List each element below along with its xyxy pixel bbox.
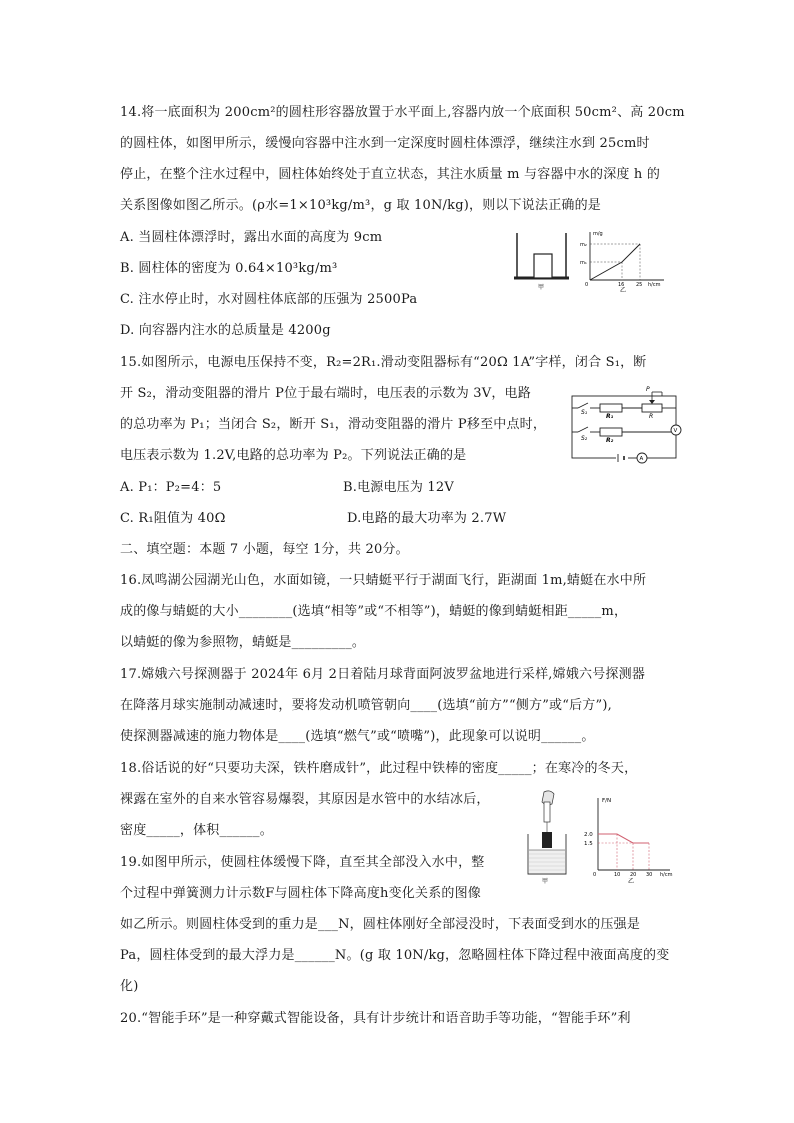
q14-line-2: 的圆柱体，如图甲所示，缓慢向容器中注水到一定深度时圆柱体漂浮，继续注水到 25cm时 xyxy=(120,136,650,151)
q14-option-a: A. 当圆柱体漂浮时，露出水面的高度为 9cm xyxy=(120,230,383,245)
q15-option-d: D.电路的最大功率为 2.7W xyxy=(347,511,507,526)
q15-label-S1: S₁ xyxy=(581,409,588,416)
q19-label-jia: 甲 xyxy=(542,878,549,885)
q14-origin-label: 0 xyxy=(585,282,589,288)
q19-x-tick-20: 20 xyxy=(630,872,637,878)
q17-line-3: 使探测器减速的施力物体是____(选填“燃气”或“喷嘴”)，此现象可以说明______。 xyxy=(120,729,595,744)
q18-line-2: 裸露在室外的自来水管容易爆裂，其原因是水管中的水结冰后， xyxy=(120,792,490,807)
q17-line-1: 17.嫦娥六号探测器于 2024年 6月 2日着陆月球背面阿波罗盆地进行采样,嫦娥六号探测器 xyxy=(120,667,646,682)
q19-x-axis-label: h/cm xyxy=(660,872,673,878)
q14-x-axis-label: h/cm xyxy=(648,282,661,288)
q15-option-c: C. R₁阻值为 40Ω xyxy=(120,511,226,526)
q15-ammeter-label: A xyxy=(639,456,644,462)
q15-label-R2: R₂ xyxy=(606,437,614,444)
q19-y-tick-2: 2.0 xyxy=(584,832,593,838)
q19-line-2: 个过程中弹簧测力计示数F与圆柱体下降高度h变化关系的图像 xyxy=(120,886,481,901)
q15-line-4: 电压表示数为 1.2V,电路的总功率为 P₂。下列说法正确的是 xyxy=(120,448,467,463)
q14-y-axis-label: m/g xyxy=(593,231,603,237)
q15-label-P: P xyxy=(646,386,650,393)
q19-line-3: 如乙所示。则圆柱体受到的重力是___N，圆柱体刚好全部浸没时，下表面受到水的压强是 xyxy=(120,917,641,932)
q15-label-R: R xyxy=(649,413,654,420)
q14-label-yi: 乙 xyxy=(620,287,627,294)
q14-figure-svg xyxy=(512,228,672,292)
q15-circuit-figure xyxy=(566,384,684,466)
q14-option-b: B. 圆柱体的密度为 0.64×10³kg/m³ xyxy=(120,261,338,276)
q15-line-3: 的总功率为 P₁；当闭合 S₂，断开 S₁，滑动变阻器的滑片 P移至中点时， xyxy=(120,417,547,432)
q15-circuit-svg xyxy=(566,384,684,466)
q16-line-1: 16.凤鸣湖公园湖光山色，水面如镜，一只蜻蜓平行于湖面飞行，距湖面 1m,蜻蜓在水中所 xyxy=(120,573,647,588)
section-fill-in-title: 二、填空题：本题 7 小题，每空 1分，共 20分。 xyxy=(120,542,409,557)
q19-y-tick-1-5: 1.5 xyxy=(584,841,593,847)
q14-tick-25: 25 xyxy=(636,282,643,288)
q15-voltmeter-label: V xyxy=(673,428,678,434)
q19-figure-svg xyxy=(520,788,680,885)
q16-line-3: 以蜻蜓的像为参照物，蜻蜓是_________。 xyxy=(120,635,366,650)
q19-line-4: Pa，圆柱体受到的最大浮力是______N。(g 取 10N/kg，忽略圆柱体下降过程中液面高度的变 xyxy=(120,948,670,963)
q14-option-d: D. 向容器内注水的总质量是 4200g xyxy=(120,323,331,338)
q20-line-1: 20.“智能手环”是一种穿戴式智能设备，具有计步统计和语音助手等功能，“智能手环”利 xyxy=(120,1011,631,1026)
q19-y-axis-label: F/N xyxy=(602,798,612,804)
q14-m2-label: m₂ xyxy=(580,242,587,248)
q19-origin-label: 0 xyxy=(593,872,597,878)
q18-line-1: 18.俗话说的好“只要功夫深，铁杵磨成针”，此过程中铁棒的密度_____；在寒冷的冬天， xyxy=(120,761,638,776)
q15-label-S2: S₂ xyxy=(581,435,588,442)
q19-label-yi: 乙 xyxy=(628,878,635,885)
q19-x-tick-10: 10 xyxy=(614,872,621,878)
q14-m1-label: m₁ xyxy=(580,260,587,266)
q17-line-2: 在降落月球实施制动减速时，要将发动机喷管朝向____(选填“前方”“侧方”或“后方”), xyxy=(120,698,612,713)
q15-line-2: 开 S₂，滑动变阻器的滑片 P位于最右端时，电压表的示数为 3V，电路 xyxy=(120,386,531,401)
q14-option-c: C. 注水停止时，水对圆柱体底部的压强为 2500Pa xyxy=(120,292,418,307)
q14-label-jia: 甲 xyxy=(538,284,545,291)
q19-line-1: 19.如图甲所示，使圆柱体缓慢下降，直至其全部没入水中，整 xyxy=(120,855,485,870)
q14-line-4: 关系图像如图乙所示。(ρ水=1×10³kg/m³，g 取 10N/kg)，则以下说法正确的是 xyxy=(120,198,601,213)
q15-label-R1: R₁ xyxy=(606,413,614,420)
q19-x-tick-30: 30 xyxy=(646,872,653,878)
q18-line-3: 密度_____，体积______。 xyxy=(120,823,273,838)
q15-option-b: B.电源电压为 12V xyxy=(343,480,454,495)
q15-line-1: 15.如图所示，电源电压保持不变，R₂=2R₁.滑动变阻器标有“20Ω 1A”字样，闭合 S₁，断 xyxy=(120,355,647,370)
q19-line-5: 化) xyxy=(120,979,139,994)
q16-line-2: 成的像与蜻蜓的大小________(选填“相等”或“不相等”)，蜻蜓的像到蜻蜓相距_____m， xyxy=(120,604,628,619)
q14-line-1: 14.将一底面积为 200cm²的圆柱形容器放置于水平面上,容器内放一个底面积 50cm²、高 20cm xyxy=(120,105,685,120)
q14-figure xyxy=(512,228,672,292)
q14-line-3: 停止，在整个注水过程中，圆柱体始终处于直立状态，其注水质量 m 与容器中水的深度 h 的 xyxy=(120,167,661,182)
q14-tick-16: 16 xyxy=(618,282,625,288)
q15-option-a: A. P₁：P₂=4：5 xyxy=(120,480,222,495)
q19-figure xyxy=(520,788,680,885)
